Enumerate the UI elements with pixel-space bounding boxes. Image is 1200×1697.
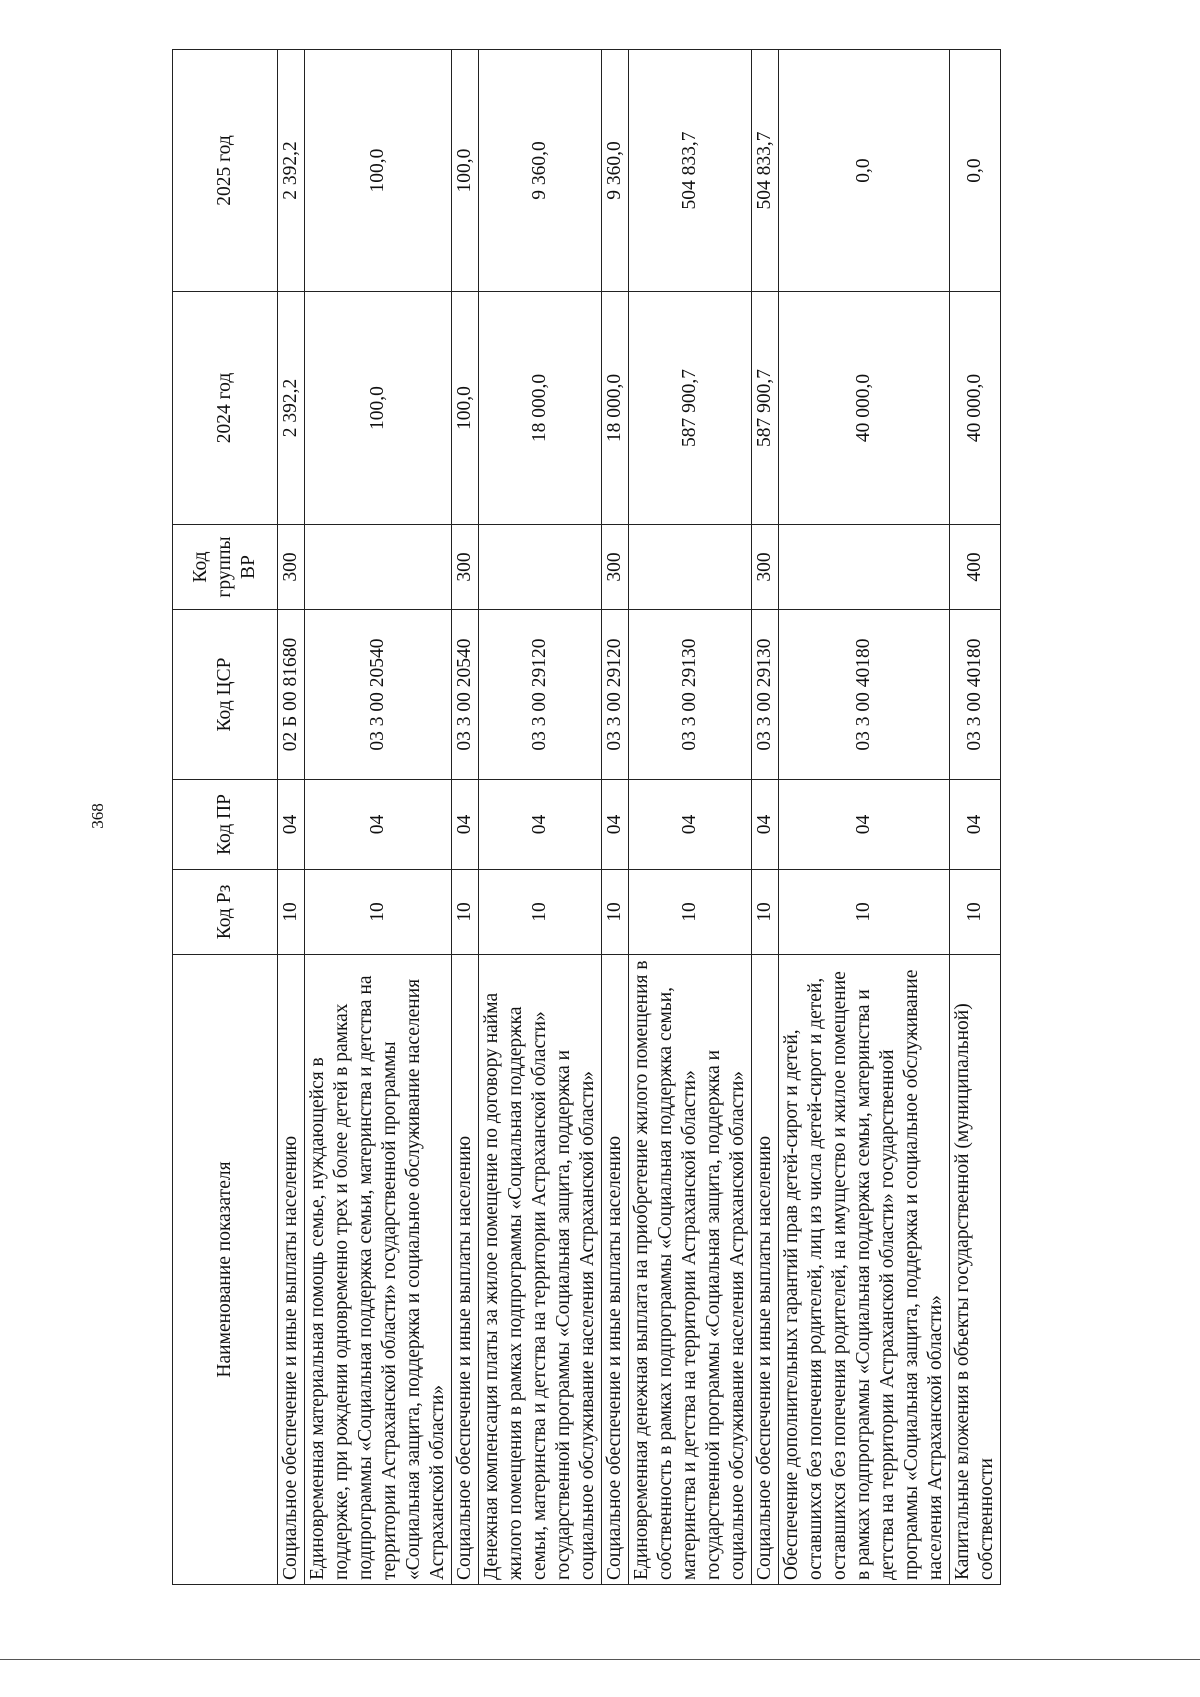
row-pr: 04 xyxy=(751,780,778,870)
row-pr: 04 xyxy=(778,780,949,870)
row-2024: 18 000,0 xyxy=(478,292,601,525)
table-row xyxy=(751,50,778,1585)
budget-table xyxy=(172,49,1001,1585)
row-2024: 40 000,0 xyxy=(949,292,1000,525)
row-vr xyxy=(478,525,601,610)
row-vr xyxy=(778,525,949,610)
row-pr: 04 xyxy=(451,780,478,870)
table-row xyxy=(601,50,628,1585)
row-2024: 100,0 xyxy=(451,292,478,525)
table-row xyxy=(628,50,751,1585)
row-rz: 10 xyxy=(778,870,949,955)
row-2025: 2 392,2 xyxy=(278,50,305,292)
row-name: Социальное обеспечение и иные выплаты населению xyxy=(278,955,305,1585)
row-rz: 10 xyxy=(949,870,1000,955)
row-pr: 04 xyxy=(601,780,628,870)
row-rz: 10 xyxy=(601,870,628,955)
row-name: Единовременная материальная помощь семье, нуждающейся в поддержке, при рождении одновременно трех и более детей в рамках подпрограммы «Социальная поддержка семьи, материнства и детства на территории Астраханской области» государственной программы «Социальная защита, поддержка и социальное обслуживание населения Астраханской области» xyxy=(304,955,451,1585)
row-csr: 03 3 00 29120 xyxy=(478,610,601,780)
row-2025: 100,0 xyxy=(304,50,451,292)
table-header-row xyxy=(173,50,278,1585)
col-header-2025: 2025 год xyxy=(173,50,278,292)
row-pr: 04 xyxy=(278,780,305,870)
col-header-rz: Код Рз xyxy=(173,870,278,955)
row-2025: 504 833,7 xyxy=(628,50,751,292)
row-rz: 10 xyxy=(751,870,778,955)
col-header-pr: Код ПР xyxy=(173,780,278,870)
row-rz: 10 xyxy=(278,870,305,955)
row-2024: 18 000,0 xyxy=(601,292,628,525)
table-row xyxy=(304,50,451,1585)
row-vr: 300 xyxy=(751,525,778,610)
row-2025: 9 360,0 xyxy=(478,50,601,292)
row-rz: 10 xyxy=(451,870,478,955)
row-pr: 04 xyxy=(949,780,1000,870)
row-name: Социальное обеспечение и иные выплаты населению xyxy=(751,955,778,1585)
row-csr: 02 Б 00 81680 xyxy=(278,610,305,780)
row-rz: 10 xyxy=(628,870,751,955)
rotated-table-wrapper xyxy=(172,50,1078,1585)
row-2025: 0,0 xyxy=(949,50,1000,292)
row-name: Капитальные вложения в объекты государственной (муниципальной) собственности xyxy=(949,955,1000,1585)
row-csr: 03 3 00 20540 xyxy=(304,610,451,780)
row-pr: 04 xyxy=(478,780,601,870)
col-header-2024: 2024 год xyxy=(173,292,278,525)
row-pr: 04 xyxy=(304,780,451,870)
row-csr: 03 3 00 40180 xyxy=(949,610,1000,780)
row-vr: 300 xyxy=(601,525,628,610)
col-header-csr: Код ЦСР xyxy=(173,610,278,780)
row-name: Социальное обеспечение и иные выплаты населению xyxy=(451,955,478,1585)
page-number: 368 xyxy=(88,803,107,829)
row-vr xyxy=(304,525,451,610)
row-vr: 300 xyxy=(278,525,305,610)
row-name: Социальное обеспечение и иные выплаты населению xyxy=(601,955,628,1585)
row-vr: 400 xyxy=(949,525,1000,610)
row-vr xyxy=(628,525,751,610)
row-name: Денежная компенсация платы за жилое помещение по договору найма жилого помещения в рамках подпрограммы «Социальная поддержка семьи, материнства и детства на территории Астраханской области» государственной программы «Социальная защита, поддержка и социальное обслуживание населения Астраханской области» xyxy=(478,955,601,1585)
row-csr: 03 3 00 20540 xyxy=(451,610,478,780)
table-row xyxy=(778,50,949,1585)
row-2025: 0,0 xyxy=(778,50,949,292)
table-row xyxy=(278,50,305,1585)
row-rz: 10 xyxy=(478,870,601,955)
table-row xyxy=(478,50,601,1585)
row-rz: 10 xyxy=(304,870,451,955)
row-2024: 100,0 xyxy=(304,292,451,525)
row-csr: 03 3 00 29120 xyxy=(601,610,628,780)
row-name: Обеспечение дополнительных гарантий прав детей-сирот и детей, оставшихся без попечения родителей, лиц из числа детей-сирот и детей, оставшихся без попечения родителей, на имущество и жилое помещение в рамках подпрограммы «Социальная поддержка семьи, материнства и детства на территории Астраханской области» государственной программы «Социальная защита, поддержка и социальное обслуживание населения Астраханской области» xyxy=(778,955,949,1585)
row-csr: 03 3 00 40180 xyxy=(778,610,949,780)
col-header-vr: Код группы ВР xyxy=(173,525,278,610)
row-2024: 587 900,7 xyxy=(628,292,751,525)
row-name: Единовременная денежная выплата на приобретение жилого помещения в собственность в рамках подпрограммы «Социальная поддержка семьи, материнства и детства на территории Астраханской области» государственной программы «Социальная защита, поддержка и социальное обслуживание населения Астраханской области» xyxy=(628,955,751,1585)
row-csr: 03 3 00 29130 xyxy=(751,610,778,780)
row-2025: 504 833,7 xyxy=(751,50,778,292)
row-pr: 04 xyxy=(628,780,751,870)
row-vr: 300 xyxy=(451,525,478,610)
row-2024: 40 000,0 xyxy=(778,292,949,525)
col-header-name: Наименование показателя xyxy=(173,955,278,1585)
table-row xyxy=(451,50,478,1585)
table-row xyxy=(949,50,1000,1585)
row-2025: 100,0 xyxy=(451,50,478,292)
row-2024: 587 900,7 xyxy=(751,292,778,525)
row-2025: 9 360,0 xyxy=(601,50,628,292)
row-csr: 03 3 00 29130 xyxy=(628,610,751,780)
bottom-rule xyxy=(0,1659,1200,1660)
row-2024: 2 392,2 xyxy=(278,292,305,525)
